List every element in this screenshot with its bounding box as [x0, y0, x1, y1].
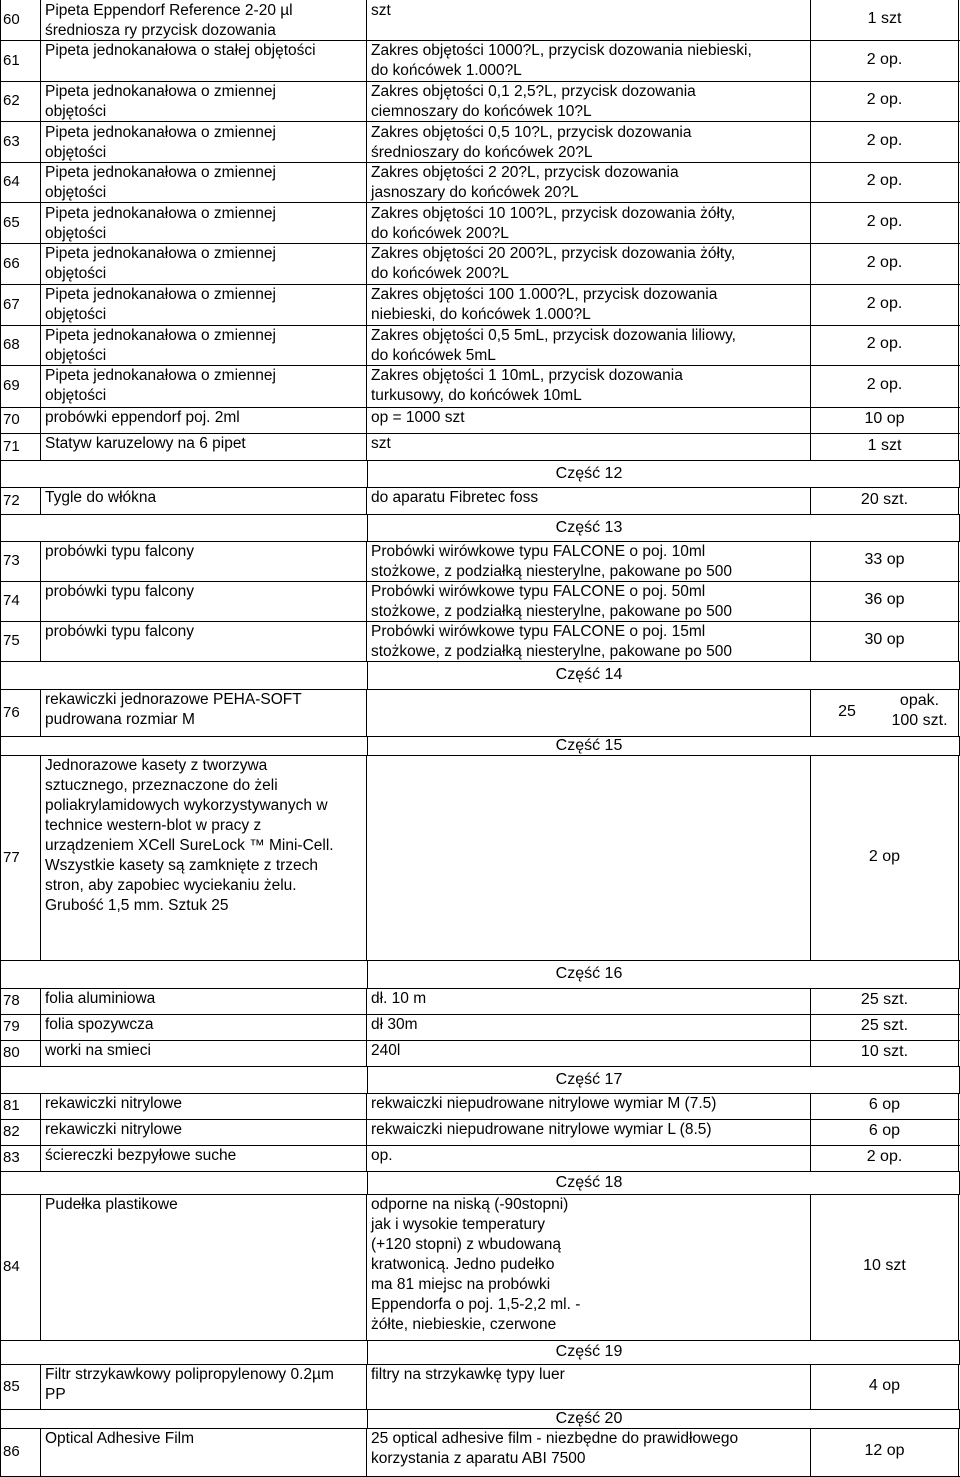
item-number: 85 — [3, 1377, 20, 1395]
item-description: Zakres objętości 0,5 5mL, przycisk dozowania liliowy, do końcówek 5mL — [371, 327, 736, 364]
item-number: 69 — [3, 377, 20, 394]
item-name-cell — [40, 325, 366, 365]
item-number-cell — [0, 203, 40, 243]
item-name: Pipeta jednokanałowa o zmiennej objętości — [45, 83, 276, 120]
item-name: rekawiczki nitrylowe — [45, 1121, 182, 1138]
item-name-cell — [40, 541, 366, 581]
item-description: 240l — [371, 1042, 401, 1059]
item-quantity: 1 szt — [867, 10, 902, 27]
item-description-cell — [366, 1428, 810, 1476]
item-name: Tygle do włókna — [45, 489, 157, 506]
item-name: Optical Adhesive Film — [45, 1430, 195, 1447]
item-quantity: 33 op — [864, 551, 905, 568]
item-number-cell — [0, 988, 40, 1014]
item-description: op = 1000 szt — [371, 409, 465, 426]
table-row — [0, 433, 960, 461]
item-number-cell — [0, 1119, 40, 1145]
item-number: 73 — [3, 552, 20, 569]
item-name-cell — [40, 40, 366, 81]
item-description-cell — [366, 243, 810, 284]
table-row — [0, 1428, 960, 1477]
quantity-cell — [810, 487, 959, 514]
item-quantity: 12 op — [864, 1442, 905, 1459]
table-row — [0, 81, 960, 122]
item-quantity: 6 op — [868, 1122, 901, 1139]
item-quantity: 2 op. — [866, 132, 903, 149]
table-row — [0, 40, 960, 82]
item-description-cell — [366, 689, 810, 736]
table-row — [0, 988, 960, 1015]
item-description: szt — [371, 435, 391, 452]
item-number: 75 — [3, 632, 20, 649]
item-name: folia aluminiowa — [45, 990, 156, 1007]
quantity-cell — [810, 988, 959, 1014]
item-description-cell — [366, 1145, 810, 1171]
section-header-row — [0, 1409, 960, 1429]
item-name-cell — [40, 1364, 366, 1409]
item-quantity: 20 szt. — [860, 490, 909, 508]
item-name-cell — [40, 122, 366, 162]
quantity-cell — [810, 1428, 959, 1476]
item-name-cell — [40, 1040, 366, 1066]
item-name: Pipeta Eppendorf Reference 2-20 µl średniosza ry przycisk dozowania — [45, 2, 293, 39]
item-name-cell — [40, 581, 366, 621]
item-number-cell — [0, 1145, 40, 1171]
item-number: 80 — [3, 1044, 20, 1061]
item-number: 78 — [3, 992, 20, 1009]
item-name: probówki typu falcony — [45, 623, 195, 640]
quantity-cell — [810, 1194, 959, 1340]
item-name: rekawiczki nitrylowe — [45, 1095, 182, 1112]
item-number-cell — [0, 1040, 40, 1066]
section-header-row — [0, 960, 960, 989]
item-description: odporne na niską (-90stopni) jak i wysokie temperatury (+120 stopni) z wbudowaną kratwonicą. Jedno pudełko ma 81 miejsc na probówki Eppendorfa o poj. 1,5-2,2 ml. - żółte, niebieskie, czerwone — [371, 1196, 581, 1333]
section-title: Część 20 — [555, 1410, 623, 1427]
section-title: Część 15 — [555, 737, 623, 754]
item-number-cell — [0, 284, 40, 325]
section-title: Część 14 — [555, 666, 623, 683]
item-description-cell — [366, 988, 810, 1014]
item-name-cell — [40, 1145, 366, 1171]
section-header-row — [0, 460, 960, 488]
table-row — [0, 325, 960, 366]
item-description-cell — [366, 1364, 810, 1409]
item-name-cell — [40, 284, 366, 325]
item-number: 68 — [3, 336, 20, 353]
quantity-cell — [810, 1364, 959, 1409]
item-description-cell — [366, 1093, 810, 1119]
item-name-cell — [40, 203, 366, 243]
quantity-cell — [810, 365, 959, 407]
item-name: Pipeta jednokanałowa o stałej objętości — [45, 42, 316, 59]
item-number: 67 — [3, 295, 20, 313]
quantity-cell — [810, 541, 959, 581]
item-quantity: 4 op — [868, 1376, 901, 1394]
table-row — [0, 487, 960, 515]
table-row — [0, 1093, 960, 1120]
item-name-cell — [40, 0, 366, 40]
item-description: Zakres objętości 100 1.000?L, przycisk dozowania niebieski, do końcówek 1.000?L — [371, 286, 718, 323]
section-title: Część 18 — [555, 1174, 623, 1191]
item-name: Pudełka plastikowe — [45, 1196, 178, 1213]
item-name: Pipeta jednokanałowa o zmiennej objętości — [45, 205, 276, 242]
item-quantity: 2 op. — [866, 376, 903, 393]
item-quantity: 2 op. — [866, 335, 903, 352]
item-description-cell — [366, 1119, 810, 1145]
quantity-cell — [810, 1093, 959, 1119]
section-header-row — [0, 514, 960, 542]
table-row — [0, 541, 960, 582]
item-name: ściereczki bezpyłowe suche — [45, 1147, 237, 1164]
item-quantity: 10 szt — [863, 1257, 906, 1274]
quantity-cell — [810, 433, 959, 460]
quantity-cell — [810, 689, 959, 736]
item-number: 61 — [3, 51, 20, 69]
item-name-cell — [40, 81, 366, 121]
table-row — [0, 365, 960, 408]
item-name: Pipeta jednokanałowa o zmiennej objętości — [45, 327, 276, 364]
item-description-cell — [366, 433, 810, 460]
item-description: Zakres objętości 1000?L, przycisk dozowania niebieski, do końcówek 1.000?L — [371, 42, 752, 79]
quantity-cell — [810, 407, 959, 433]
item-name-cell — [40, 1428, 366, 1476]
item-description: Probówki wirówkowe typu FALCONE o poj. 15ml stożkowe, z podziałką niesterylne, pakowane po 500 — [371, 623, 733, 660]
item-description: Zakres objętości 2 20?L, przycisk dozowania jasnoszary do końcówek 20?L — [371, 164, 679, 201]
item-quantity: 10 op — [864, 410, 905, 427]
table-row — [0, 162, 960, 203]
item-number: 83 — [3, 1149, 20, 1166]
item-quantity: 10 szt. — [860, 1043, 909, 1060]
item-number: 71 — [3, 437, 20, 455]
item-number-cell — [0, 1364, 40, 1409]
item-name: probówki typu falcony — [45, 543, 195, 560]
table-row — [0, 407, 960, 434]
item-name-cell — [40, 689, 366, 736]
item-name-cell — [40, 988, 366, 1014]
item-description-cell — [366, 755, 810, 960]
item-name-cell — [40, 433, 366, 460]
item-description-cell — [366, 40, 810, 81]
item-number: 63 — [3, 133, 20, 150]
item-number-cell — [0, 755, 40, 960]
item-number: 84 — [3, 1258, 20, 1275]
item-description-cell — [366, 0, 810, 40]
item-description: filtry na strzykawkę typy luer — [371, 1366, 565, 1383]
item-name: Jednorazowe kasety z tworzywa sztucznego, przeznaczone do żeli poliakrylamidowych wykorzystywanych w technice western-blot w pracy z urządzeniem XCell SureLock ™ Mini-Cell. Wszystkie kasety są zamknięte z trzech stron, aby zapobiec wyciekaniu żelu. Grubość 1,5 mm. Sztuk 25 — [45, 757, 334, 914]
quantity-cell — [810, 1014, 959, 1040]
section-header-row — [0, 1066, 960, 1094]
item-description-cell — [366, 1014, 810, 1040]
section-header-row — [0, 1172, 960, 1195]
item-number: 76 — [3, 703, 20, 721]
item-name: Pipeta jednokanałowa o zmiennej objętości — [45, 245, 276, 282]
item-number-cell — [0, 325, 40, 365]
item-quantity: 2 op. — [866, 172, 903, 189]
item-number: 86 — [3, 1443, 20, 1460]
item-number: 72 — [3, 491, 20, 509]
item-quantity: 25 szt. — [860, 1017, 909, 1034]
item-number: 82 — [3, 1123, 20, 1140]
item-description: Zakres objętości 0,1 2,5?L, przycisk dozowania ciemnoszary do końcówek 10?L — [371, 83, 696, 120]
quantity-cell — [810, 81, 959, 121]
item-number: 65 — [3, 214, 20, 231]
item-description-cell — [366, 541, 810, 581]
section-title: Część 19 — [555, 1343, 623, 1360]
item-description-cell — [366, 365, 810, 407]
item-name: Pipeta jednokanałowa o zmiennej objętości — [45, 286, 276, 323]
item-unit: opak. 100 szt. — [891, 692, 948, 729]
item-quantity: 2 op. — [866, 91, 903, 108]
item-number-cell — [0, 1014, 40, 1040]
section-title: Część 13 — [555, 519, 623, 536]
table-row — [0, 1364, 960, 1410]
item-number-cell — [0, 365, 40, 407]
item-quantity: 36 op — [864, 591, 905, 608]
quantity-cell — [810, 122, 959, 162]
item-number-cell — [0, 162, 40, 202]
item-description: do aparatu Fibretec foss — [371, 489, 539, 506]
section-header-row — [0, 1340, 960, 1365]
quantity-cell — [810, 284, 959, 325]
table-row — [0, 284, 960, 326]
item-description: Zakres objętości 10 100?L, przycisk dozowania żółty, do końcówek 200?L — [371, 205, 736, 242]
item-description: rekwaiczki niepudrowane nitrylowe wymiar L (8.5) — [371, 1121, 712, 1138]
item-description-cell — [366, 81, 810, 121]
item-quantity: 1 szt — [867, 436, 902, 454]
table-row — [0, 0, 960, 41]
item-name: Pipeta jednokanałowa o zmiennej objętości — [45, 164, 276, 201]
item-name: Statyw karuzelowy na 6 pipet — [45, 435, 246, 452]
item-name: Pipeta jednokanałowa o zmiennej objętości — [45, 367, 276, 404]
item-name-cell — [40, 1014, 366, 1040]
item-quantity: 2 op. — [866, 294, 903, 312]
item-number-cell — [0, 487, 40, 514]
table-row — [0, 755, 960, 961]
table-row — [0, 122, 960, 163]
item-quantity: 2 op — [868, 847, 901, 865]
item-description: Zakres objętości 20 200?L, przycisk dozowania żółty, do końcówek 200?L — [371, 245, 736, 282]
item-description-cell — [366, 162, 810, 202]
quantity-cell — [810, 0, 959, 40]
quantity-cell — [810, 1145, 959, 1171]
section-title: Część 16 — [555, 965, 623, 982]
item-description-cell — [366, 122, 810, 162]
item-number: 60 — [3, 11, 20, 28]
item-quantity: 25 — [838, 702, 856, 720]
item-description-cell — [366, 581, 810, 621]
item-quantity: 6 op — [868, 1096, 901, 1113]
item-number-cell — [0, 407, 40, 433]
item-number-cell — [0, 1428, 40, 1476]
item-number-cell — [0, 689, 40, 736]
item-name: worki na smieci — [45, 1042, 151, 1059]
item-name-cell — [40, 365, 366, 407]
item-description-cell — [366, 1040, 810, 1066]
item-number-cell — [0, 81, 40, 121]
quantity-cell — [810, 1040, 959, 1066]
item-number: 70 — [3, 411, 20, 428]
item-description: rekwaiczki niepudrowane nitrylowe wymiar M (7.5) — [371, 1095, 717, 1112]
quantity-cell — [810, 581, 959, 621]
quantity-cell — [810, 162, 959, 202]
item-name-cell — [40, 243, 366, 284]
section-header-row — [0, 661, 960, 690]
item-number: 62 — [3, 92, 20, 109]
item-description: Probówki wirówkowe typu FALCONE o poj. 10ml stożkowe, z podziałką niesterylne, pakowane po 500 — [371, 543, 733, 580]
item-description-cell — [366, 325, 810, 365]
item-description-cell — [366, 487, 810, 514]
item-name: Pipeta jednokanałowa o zmiennej objętości — [45, 124, 276, 161]
table-row — [0, 1119, 960, 1146]
item-number: 66 — [3, 254, 20, 272]
item-description: 25 optical adhesive film - niezbędne do prawidłowego korzystania z aparatu ABI 7500 — [371, 1430, 739, 1467]
item-name-cell — [40, 407, 366, 433]
item-quantity: 2 op. — [866, 213, 903, 230]
item-number: 64 — [3, 173, 20, 190]
item-name-cell — [40, 1194, 366, 1340]
item-description: dł 30m — [371, 1016, 418, 1033]
table-row — [0, 1194, 960, 1341]
item-number-cell — [0, 541, 40, 581]
quantity-cell — [810, 1119, 959, 1145]
item-number-cell — [0, 433, 40, 460]
item-number: 79 — [3, 1018, 20, 1035]
item-name: probówki eppendorf poj. 2ml — [45, 409, 240, 426]
item-number-cell — [0, 581, 40, 621]
item-description: op. — [371, 1147, 393, 1164]
table-row — [0, 1040, 960, 1067]
section-header-row — [0, 736, 960, 756]
item-number-cell — [0, 1093, 40, 1119]
item-number-cell — [0, 40, 40, 81]
quantity-cell — [810, 243, 959, 284]
item-quantity: 2 op. — [866, 253, 903, 271]
item-name: Filtr strzykawkowy polipropylenowy 0.2µm PP — [45, 1366, 334, 1403]
table-row — [0, 243, 960, 285]
item-quantity: 2 op. — [866, 1148, 903, 1165]
quantity-cell — [810, 325, 959, 365]
item-name-cell — [40, 1119, 366, 1145]
item-description: szt — [371, 2, 391, 19]
item-number: 77 — [3, 848, 20, 866]
item-description: dł. 10 m — [371, 990, 427, 1007]
item-name-cell — [40, 621, 366, 661]
table-row — [0, 1014, 960, 1041]
item-name: rekawiczki jednorazowe PEHA-SOFT pudrowana rozmiar M — [45, 691, 302, 728]
item-quantity: 30 op — [864, 631, 905, 648]
item-name-cell — [40, 162, 366, 202]
section-title: Część 12 — [555, 465, 623, 482]
table-row — [0, 581, 960, 622]
item-number-cell — [0, 243, 40, 284]
table-row — [0, 1145, 960, 1172]
item-description-cell — [366, 203, 810, 243]
item-name: folia spozywcza — [45, 1016, 154, 1033]
item-quantity: 25 szt. — [860, 991, 909, 1008]
quantity-cell — [810, 621, 959, 661]
item-description-cell — [366, 284, 810, 325]
item-name-cell — [40, 755, 366, 960]
item-description: Probówki wirówkowe typu FALCONE o poj. 50ml stożkowe, z podziałką niesterylne, pakowane po 500 — [371, 583, 733, 620]
quantity-cell — [810, 755, 959, 960]
item-number-cell — [0, 122, 40, 162]
item-name-cell — [40, 1093, 366, 1119]
item-description-cell — [366, 407, 810, 433]
quantity-cell — [810, 40, 959, 81]
item-name: probówki typu falcony — [45, 583, 195, 600]
item-name-cell — [40, 487, 366, 514]
item-description-cell — [366, 621, 810, 661]
item-number: 74 — [3, 592, 20, 609]
item-description: Zakres objętości 0,5 10?L, przycisk dozowania średnioszary do końcówek 20?L — [371, 124, 692, 161]
section-title: Część 17 — [555, 1071, 623, 1088]
item-number: 81 — [3, 1097, 20, 1114]
quantity-cell — [810, 203, 959, 243]
table-row — [0, 621, 960, 662]
item-number-cell — [0, 1194, 40, 1340]
item-description: Zakres objętości 1 10mL, przycisk dozowania turkusowy, do końcówek 10mL — [371, 367, 683, 404]
item-number-cell — [0, 621, 40, 661]
item-description-cell — [366, 1194, 810, 1340]
table-row — [0, 203, 960, 244]
item-number-cell — [0, 0, 40, 40]
table-row — [0, 689, 960, 737]
item-quantity: 2 op. — [866, 50, 903, 68]
